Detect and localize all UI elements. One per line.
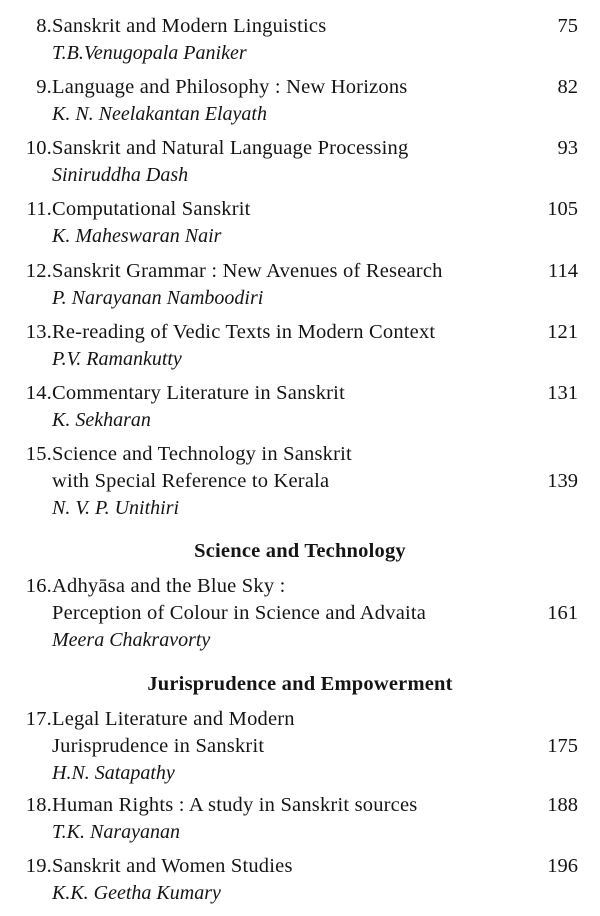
entry-number: 13. [25, 321, 52, 343]
section-heading-jurisprudence-and-empowerment: Jurisprudence and Empowerment [147, 673, 453, 695]
entry-page-number: 131 [547, 382, 578, 404]
section-heading-science-and-technology: Science and Technology [194, 540, 406, 562]
entry-number: 16. [25, 575, 52, 597]
entry-author: K. Sekharan [52, 409, 151, 431]
entry-number: 9. [36, 76, 52, 98]
entry-page-number: 196 [547, 855, 578, 877]
entry-author: K.K. Geetha Kumary [52, 882, 221, 904]
entry-author: H.N. Satapathy [52, 762, 175, 784]
entry-title: Language and Philosophy : New Horizons [52, 76, 408, 98]
entry-title: Computational Sanskrit [52, 198, 251, 220]
entry-number: 18. [25, 794, 52, 816]
entry-title: Sanskrit and Modern Linguistics [52, 15, 327, 37]
entry-author: K. Maheswaran Nair [52, 225, 222, 247]
entry-author: Siniruddha Dash [52, 164, 189, 186]
entry-title: Sanskrit and Natural Language Processing [52, 137, 409, 159]
entry-title: Sanskrit Grammar : New Avenues of Research [52, 260, 443, 282]
entry-title-line-1: Adhyāsa and the Blue Sky : [52, 575, 286, 597]
cropped-section-heading-fragment [190, 0, 410, 2]
entry-title: Commentary Literature in Sanskrit [52, 382, 345, 404]
entry-title: Human Rights : A study in Sanskrit sources [52, 794, 418, 816]
entry-page-number: 188 [547, 794, 578, 816]
entry-author: T.B.Venugopala Paniker [52, 42, 247, 64]
entry-number: 11. [26, 198, 52, 220]
entry-title-line-2: with Special Reference to Kerala [52, 470, 330, 492]
entry-number: 10. [25, 137, 52, 159]
entry-author: P.V. Ramankutty [52, 348, 182, 370]
entry-page-number: 175 [547, 735, 578, 757]
entry-author: Meera Chakravorty [52, 629, 211, 651]
entry-number: 19. [25, 855, 52, 877]
entry-author: P. Narayanan Namboodiri [52, 287, 264, 309]
entry-author: K. N. Neelakantan Elayath [52, 103, 267, 125]
entry-page-number: 75 [557, 15, 578, 37]
entry-number: 17. [25, 708, 52, 730]
entry-page-number: 114 [548, 260, 578, 282]
entry-author: N. V. P. Unithiri [52, 497, 180, 519]
entry-title: Re-reading of Vedic Texts in Modern Context [52, 321, 436, 343]
entry-number: 15. [25, 443, 52, 465]
entry-title-line-2: Perception of Colour in Science and Advaita [52, 602, 427, 624]
entry-title-line-1: Science and Technology in Sanskrit [52, 443, 352, 465]
entry-page-number: 82 [557, 76, 578, 98]
entry-page-number: 105 [547, 198, 578, 220]
entry-number: 8. [36, 15, 52, 37]
entry-title: Sanskrit and Women Studies [52, 855, 293, 877]
entry-page-number: 161 [547, 602, 578, 624]
entry-page-number: 93 [557, 137, 578, 159]
entry-number: 12. [25, 260, 52, 282]
entry-page-number: 139 [547, 470, 578, 492]
entry-page-number: 121 [547, 321, 578, 343]
entry-author: T.K. Narayanan [52, 821, 180, 843]
entry-title-line-2: Jurisprudence in Sanskrit [52, 735, 265, 757]
entry-title-line-1: Legal Literature and Modern [52, 708, 295, 730]
entry-number: 14. [25, 382, 52, 404]
